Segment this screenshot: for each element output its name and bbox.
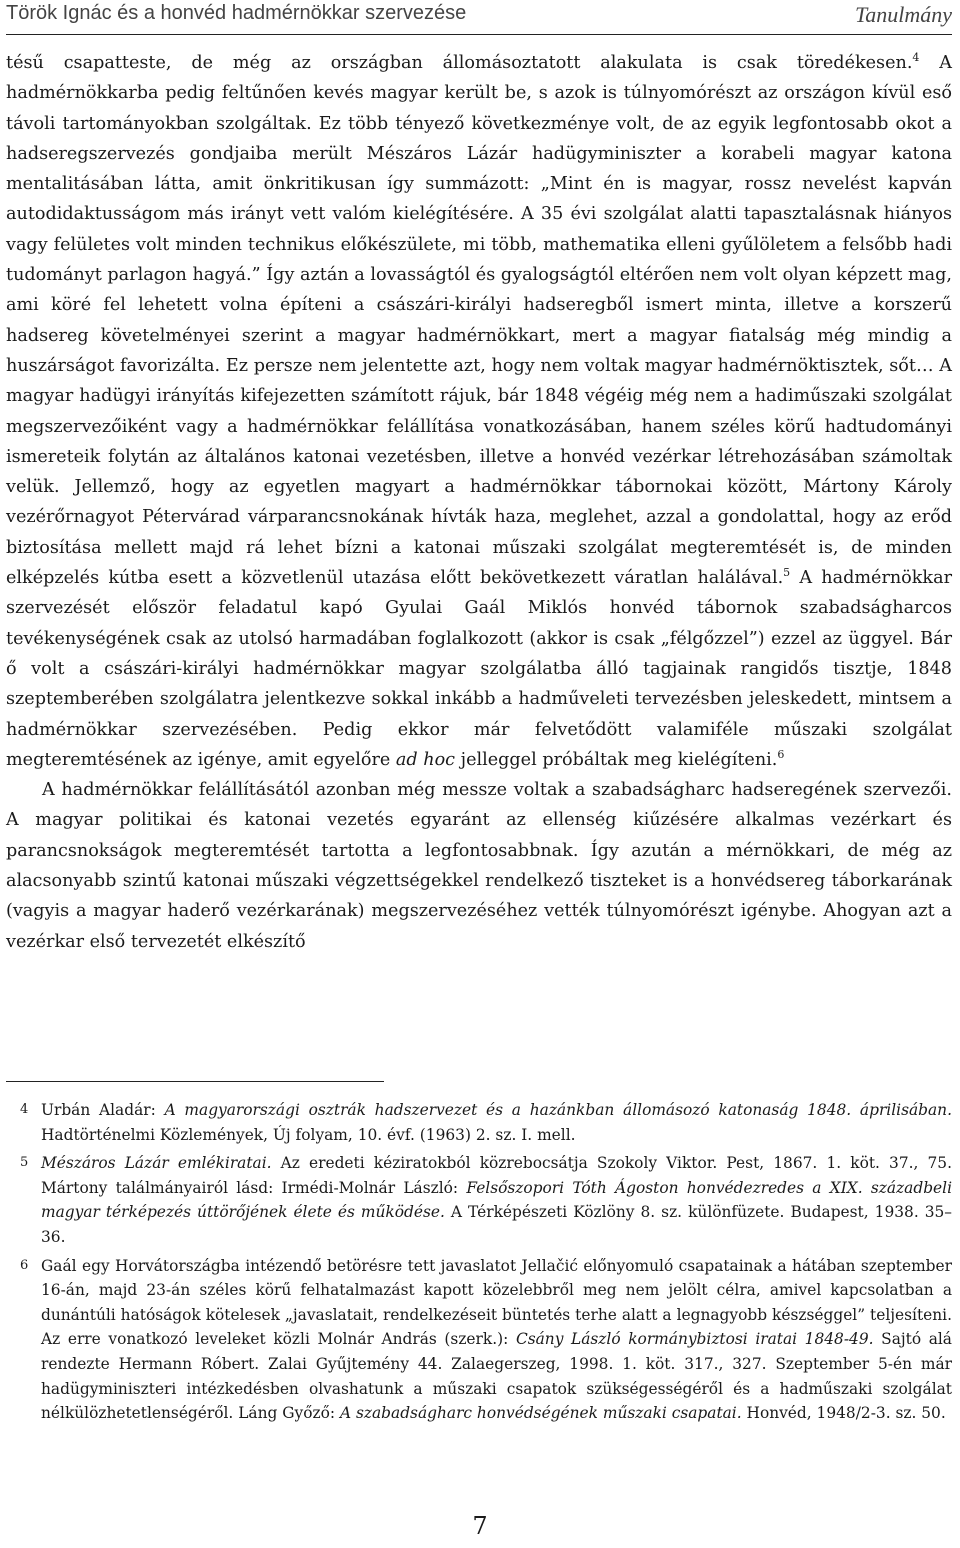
body-text: [6, 48, 952, 957]
footnote-ref-4[interactable]: 4: [912, 51, 920, 65]
footnote-ref-5[interactable]: 5: [783, 566, 791, 580]
italic-run: Felsőszopori Tóth Ágoston honvédezredes a XIX. századbeli magyar térképezés úttörőjének élete és működése.: [41, 1178, 953, 1222]
footnote-4: [6, 1098, 952, 1147]
text-run: Sajtó alá rendezte Hermann Róbert. Zalai Gyűjtemény 44. Zalaegerszeg, 1998. 1. köt. 317., 327. Szeptember 5-én már hadügyminiszteri intézkedésben olvashatunk a műszaki csapatok szükségességéről és a hadműszaki szolgálat nélkülözhetetlenségéről. Láng Győző:: [41, 1330, 952, 1423]
text-run: Hadtörténelmi Közlemények, Új folyam, 10. évf. (1963) 2. sz. I. mell.: [41, 1125, 576, 1144]
text-run: A hadmérnökkarba pedig feltűnően kevés magyar került be, s azok is túlnyomórészt az országon kívül eső távoli tartományokban szolgáltak. Ez több tényező következménye volt, de az egyik legfontosabb okot a hadseregszervezés gondjaiba merült Mészáros Lázár hadügyminiszter a korabeli magyar katona mentalitásában látta, amit önkritikusan így summázott: „Mint én is magyar, rossz nevelést kapván autodidaktusságom más irányt vett valóm kielégítésére. A 35 évi szolgálat alatti tapasztalásnak hiányos vagy felületes volt minden technikus előkészülete, mi több, mathematika elleni gyűlöletem a felsőbb hadi tudományt parlagon hagyá.” Így aztán a lovasságtól és gyalogságtól eltérően nem volt olyan képzett mag, ami köré fel lehetett volna építeni a császári-királyi hadseregből ismert minta, illetve a korszerű hadsereg követelményei szerint a magyar hadmérnökkart, mert a magyar fiatalság még mindig a huszárságot favorizálta. Ez persze nem jelentette azt, hogy nem voltak magyar hadmérnöktisztek, sőt… A magyar hadügyi irányítás kifejezetten számított rájuk, bár 1848 végéig még nem a hadiműszaki szolgálat megszervezőiként vagy a hadmérnökkar felállítása vonatkozásában, hanem széles körű hadtudományi ismereteik folytán az általános katonai vezetésben, illetve a honvéd vezérkar létrehozásában számoltak velük. Jellemző, hogy az egyetlen magyart a hadmérnökkar tábornokai között, Mártony Károly vezérőrnagyot Pétervárad várparancsnokának hívták haza, meglehet, azzal a gondolattal, hogy az erőd biztosítása mellett majd rá lehet bízni a katonai műszaki szolgálat megteremtését is, de minden elképzelés kútba esett a közvetlenül utazása előtt bekövetkezett váratlan halálával.: [6, 53, 952, 589]
text-run: Gaál egy Horvátországba intézendő betörésre tett javaslatot Jellačić előnyomuló csapatainak a hátában szeptember 16-án, majd 23-án széles körű felhatalmazást kapott közelebbről meg nem jelölt célra, amivel kapcsolatban a dunántúli hatóságok kötelesek „javaslatait, rendelkezéseit büntetés terhe alatt a legnagyobb készséggel” teljesíteni. Az erre vonatkozó leveleket közli Molnár András (szerk.):: [41, 1256, 952, 1349]
paragraph-1: [6, 48, 952, 775]
italic-run: ad hoc: [395, 749, 456, 770]
footnote-separator: [6, 1081, 384, 1082]
italic-run: A szabadságharc honvédségének műszaki csapatai.: [339, 1404, 742, 1423]
text-run: A Térképészeti Közlöny 8. sz. különfüzete. Budapest, 1938. 35–36.: [41, 1203, 953, 1246]
page-number: 7: [472, 1512, 488, 1540]
text-run: A hadmérnökkar szervezését először feladatul kapó Gyulai Gaál Miklós honvéd tábornok szabadságharcos tevékenységének csak az utolsó harmadában foglalkozott (akkor is csak „félgőzzel”) ezzel az üggyel. Bár ő volt a császári-királyi hadmérnökkar magyar szolgálatba álló tagjainak rangidős tisztje, 1848 szeptemberében szolgálatra jelentkezve sokkal inkább a hadműveleti tervezésben jeleskedett, mintsem a hadmérnökkar szervezésében. Pedig ekkor már felvetődött valamiféle műszaki szolgálat megteremtésének az igénye, amit egyelőre: [6, 568, 952, 770]
footnotes: [6, 1098, 952, 1430]
text-run: Urbán Aladár:: [41, 1101, 165, 1119]
text-run: Az eredeti kéziratokból közrebocsátja Szokoly Viktor. Pest, 1867. 1. köt. 37., 75. Mártony találmányairól lásd: Irmédi-Molnár László:: [41, 1154, 952, 1197]
italic-run: A magyarországi osztrák hadszervezet és a hazánkban állomásozó katonaság 1848. áprilisában.: [164, 1101, 952, 1119]
text-run: jelleggel próbáltak meg kielégíteni.: [455, 749, 778, 770]
footnote-number: 4: [20, 1102, 29, 1117]
footnote-number: 5: [20, 1155, 29, 1171]
text-run: tésű csapatteste, de még az országban állomásoztatott alakulata is csak töredékesen.: [6, 53, 913, 73]
footnote-5: [6, 1151, 952, 1249]
header-section: Tanulmány: [855, 2, 952, 27]
running-header: [6, 0, 952, 35]
paragraph-2: A hadmérnökkar felállításától azonban még messze voltak a szabadságharc hadseregének szervezői. A magyar politikai és katonai vezetés egyaránt az ellenség kiűzésére alkalmas vezérkart és parancsnokságok megteremtését tartotta a legfontosabbnak. Így azután a mérnökkari, de még az alacsonyabb szintű katonai műszaki végzettségekkel rendelkező tiszteket is a honvédsereg táborkarának (vagyis a magyar haderő vezérkarának) megszervezéséhez vették túlnyomórészt igénybe. Ahogyan azt a vezérkar első tervezetét elkészítő: [6, 780, 952, 952]
header-title: Török Ignác és a honvéd hadmérnökkar szervezése: [6, 2, 467, 24]
footnote-ref-6[interactable]: 6: [777, 747, 785, 761]
italic-run: Csány László kormánybiztosi iratai 1848-49.: [515, 1330, 874, 1349]
text-run: Honvéd, 1948/2-3. sz. 50.: [741, 1404, 946, 1423]
italic-run: Mészáros Lázár emlékiratai.: [41, 1154, 272, 1173]
footnote-6: [6, 1254, 952, 1426]
footnote-number: 6: [20, 1257, 29, 1273]
